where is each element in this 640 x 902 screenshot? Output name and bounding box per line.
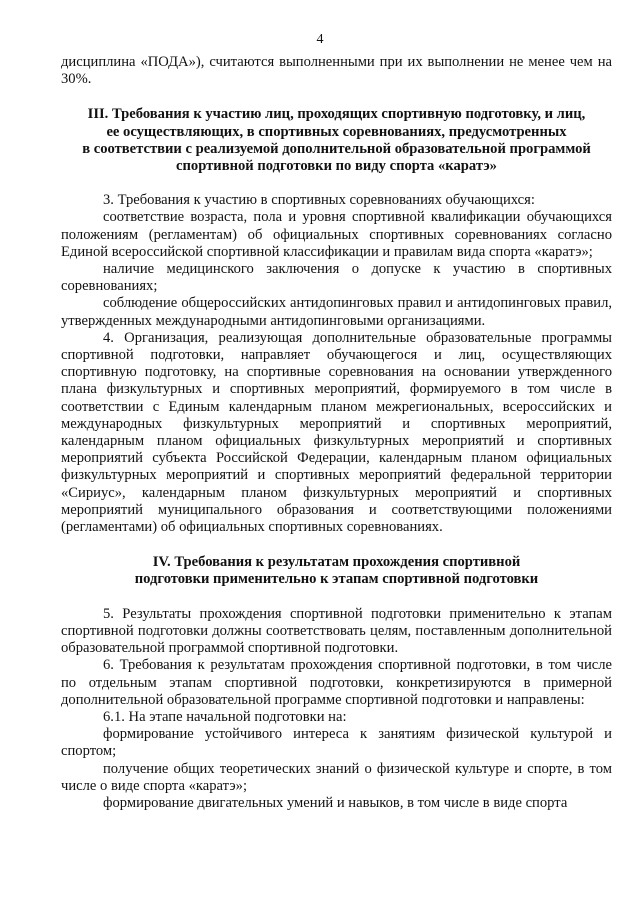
paragraph-6-1-item-interest: формирование устойчивого интереса к занятиям физической культурой и спортом;: [61, 726, 612, 760]
intro-paragraph: дисциплина «ПОДА»), считаются выполненными при их выполнении не менее чем на 30%.: [61, 54, 612, 88]
section-4-heading-line: IV. Требования к результатам прохождения спортивной: [152, 554, 521, 571]
paragraph-6-1: 6.1. На этапе начальной подготовки на:: [103, 708, 347, 725]
paragraph-3-item-antidoping: соблюдение общероссийских антидопинговых правил и антидопинговых правил, утвержденных международными антидопинговыми организациями.: [61, 295, 612, 329]
paragraph-6-1-item-knowledge: получение общих теоретических знаний о физической культуре и спорте, в том числе о виде спорта «каратэ»;: [61, 760, 612, 794]
section-4-heading: [61, 554, 612, 588]
section-3-heading-line: III. Требования к участию лиц, проходящих спортивную подготовку, и лиц,: [87, 106, 586, 123]
page-number: 4: [316, 32, 324, 47]
paragraph-3: 3. Требования к участию в спортивных соревнованиях обучающихся:: [103, 192, 535, 209]
paragraph-3-item-age: соответствие возраста, пола и уровня спортивной квалификации обучающихся положениям (регламентам) об официальных спортивных соревнованиях согласно Единой всероссийской спортивной классификации и правилам вида спорта «каратэ»;: [61, 209, 612, 260]
paragraph-6-1-item-skills: формирование двигательных умений и навыков, в том числе в виде спорта: [103, 794, 568, 811]
section-3-heading: [61, 106, 612, 175]
document-body: [61, 54, 612, 812]
paragraph-4: 4. Организация, реализующая дополнительные образовательные программы спортивной подготовки, направляет обучающегося и лиц, осуществляющих спортивную подготовку, на спортивные соревнования на основании утвержденного плана физкультурных и спортивных мероприятий, формируемого в том числе в соответствии с Единым календарным планом межрегиональных, всероссийских и международных физкультурных мероприятий и спортивных мероприятий, календарным планом официальных физкультурных мероприятий и спортивных мероприятий субъекта Российской Федерации, календарным планом официальных физкультурных мероприятий и спортивных мероприятий федеральной территории «Сириус», календарным планом физкультурных мероприятий и спортивных мероприятий муниципального образования и соответствующими положениями (регламентами) об официальных спортивных соревнованиях.: [61, 329, 612, 536]
section-4-heading-line: подготовки применительно к этапам спортивной подготовки: [134, 571, 539, 588]
paragraph-3-item-medical: наличие медицинского заключения о допуске к участию в спортивных соревнованиях;: [61, 261, 612, 295]
paragraph-5: 5. Результаты прохождения спортивной подготовки применительно к этапам спортивной подготовки должны соответствовать целям, поставленным дополнительной образовательной программой спортивной подготовки.: [61, 605, 612, 657]
section-3-heading-line: ее осуществляющих, в спортивных соревнованиях, предусмотренных: [106, 123, 567, 140]
section-3-heading-line: спортивной подготовки по виду спорта «каратэ»: [176, 158, 497, 175]
section-3-heading-line: в соответствии с реализуемой дополнительной образовательной программой: [82, 140, 591, 157]
paragraph-6: 6. Требования к результатам прохождения спортивной подготовки, в том числе по отдельным этапам спортивной подготовки, конкретизируются в примерной дополнительной образовательной программе спортивной подготовки и направлены:: [61, 657, 612, 708]
